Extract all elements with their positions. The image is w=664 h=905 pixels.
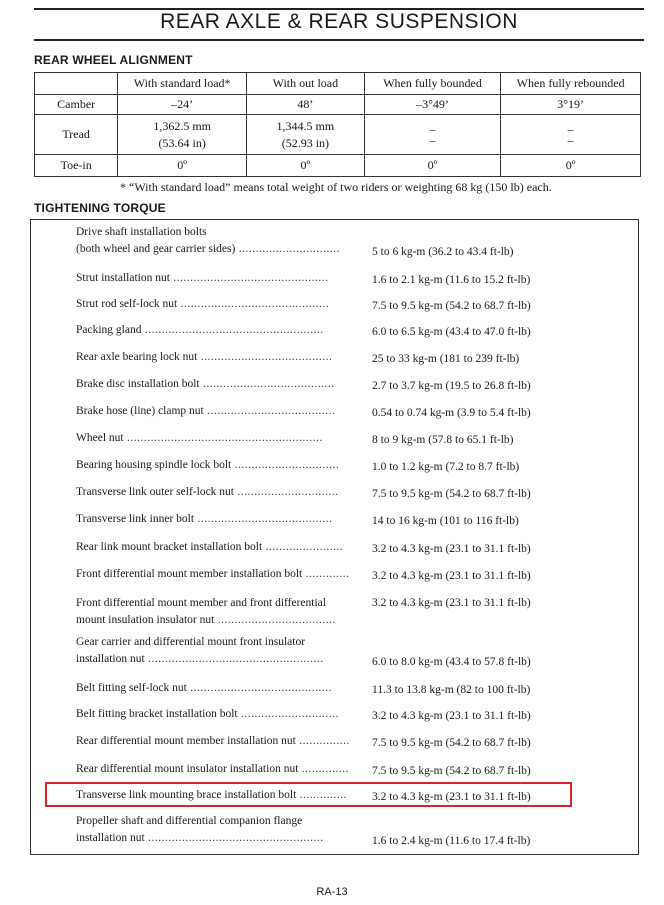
alignment-footnote: * “With standard load” means total weight of two riders or weighting 68 kg (150 lb) each.: [120, 180, 552, 194]
torque-item-label: Brake hose (line) clamp nut ......................................: [76, 405, 336, 417]
alignment-row-label: Camber: [35, 95, 118, 115]
torque-item-label-line2: installation nut ....................................................: [76, 653, 324, 665]
torque-item-label: Propeller shaft and differential companion flange: [76, 815, 303, 827]
alignment-heading: REAR WHEEL ALIGNMENT: [34, 53, 193, 67]
torque-item-value: 3.2 to 4.3 kg-m (23.1 to 31.1 ft-lb): [372, 791, 531, 803]
alignment-cell: – –: [501, 115, 641, 155]
leader-dots: .......................: [262, 541, 344, 553]
alignment-cell: 0º: [364, 155, 501, 177]
torque-item-label: Rear link mount bracket installation bolt .......................: [76, 541, 344, 553]
torque-item-value: 14 to 16 kg-m (101 to 116 ft-lb): [372, 515, 519, 527]
torque-item-value: 7.5 to 9.5 kg-m (54.2 to 68.7 ft-lb): [372, 765, 531, 777]
leader-dots: .......................................: [199, 378, 335, 390]
leader-dots: ....................................................: [144, 653, 324, 665]
leader-dots: ..............................................: [169, 272, 329, 284]
torque-item-value: 1.6 to 2.1 kg-m (11.6 to 15.2 ft-lb): [372, 274, 531, 286]
alignment-row-camber: [35, 95, 641, 115]
leader-dots: ...................................: [214, 614, 336, 626]
alignment-row-label: Tread: [35, 115, 118, 155]
leader-dots: ...............................: [231, 459, 340, 471]
torque-item-label: Drive shaft installation bolts: [76, 226, 207, 238]
page-number: RA-13: [316, 886, 348, 898]
alignment-col-header: When fully bounded: [364, 73, 501, 95]
alignment-cell: 3°19’: [501, 95, 641, 115]
alignment-col-header: When fully rebounded: [501, 73, 641, 95]
torque-item-value: 25 to 33 kg-m (181 to 239 ft-lb): [372, 353, 520, 365]
torque-item-label: Bearing housing spindle lock bolt ...............................: [76, 459, 340, 471]
alignment-col-header: With standard load*: [118, 73, 247, 95]
torque-item-label: Belt fitting self-lock nut ..........................................: [76, 682, 332, 694]
leader-dots: ..............: [296, 789, 347, 801]
torque-item-label: Rear axle bearing lock nut .......................................: [76, 351, 333, 363]
alignment-cell: 48’: [246, 95, 364, 115]
torque-item-value: 7.5 to 9.5 kg-m (54.2 to 68.7 ft-lb): [372, 488, 531, 500]
leader-dots: ..............................: [234, 486, 339, 498]
alignment-row-toe-in: [35, 155, 641, 177]
torque-heading: TIGHTENING TORQUE: [34, 201, 166, 215]
torque-item-value: 7.5 to 9.5 kg-m (54.2 to 68.7 ft-lb): [372, 300, 531, 312]
highlight-box: [45, 782, 572, 807]
alignment-cell: 1,362.5 mm (53.64 in): [118, 115, 247, 155]
torque-item-label: Brake disc installation bolt .......................................: [76, 378, 335, 390]
torque-item-label: Gear carrier and differential mount front insulator: [76, 636, 306, 648]
torque-item-label: Strut installation nut ..............................................: [76, 272, 329, 284]
alignment-cell: 0º: [118, 155, 247, 177]
torque-item-value: 0.54 to 0.74 kg-m (3.9 to 5.4 ft-lb): [372, 407, 531, 419]
leader-dots: .............: [302, 568, 350, 580]
torque-item-label: Front differential mount member installation bolt .............: [76, 568, 350, 580]
torque-item-label-line2: installation nut ....................................................: [76, 832, 324, 844]
leader-dots: ............................................: [177, 298, 330, 310]
leader-dots: .....................................................: [141, 324, 324, 336]
alignment-row-tread: [35, 115, 641, 155]
torque-item-label-line2: mount insulation insulator nut ...................................: [76, 614, 336, 626]
alignment-cell: 0º: [246, 155, 364, 177]
leader-dots: .............................: [237, 708, 339, 720]
torque-item-label: Transverse link inner bolt ........................................: [76, 513, 333, 525]
torque-item-value: 7.5 to 9.5 kg-m (54.2 to 68.7 ft-lb): [372, 737, 531, 749]
torque-item-value: 1.0 to 1.2 kg-m (7.2 to 8.7 ft-lb): [372, 461, 520, 473]
header-bottom-rule: [34, 39, 644, 41]
leader-dots: ........................................: [194, 513, 333, 525]
leader-dots: ..............: [298, 763, 350, 775]
torque-item-value: 1.6 to 2.4 kg-m (11.6 to 17.4 ft-lb): [372, 835, 531, 847]
alignment-row-label: Toe-in: [35, 155, 118, 177]
torque-item-value: 6.0 to 8.0 kg-m (43.4 to 57.8 ft-lb): [372, 656, 531, 668]
torque-item-label: Strut rod self-lock nut ............................................: [76, 298, 330, 310]
torque-item-label-line2: (both wheel and gear carrier sides) ..............................: [76, 243, 340, 255]
alignment-cell: 0º: [501, 155, 641, 177]
torque-item-value: 3.2 to 4.3 kg-m (23.1 to 31.1 ft-lb): [372, 543, 531, 555]
torque-item-value: 3.2 to 4.3 kg-m (23.1 to 31.1 ft-lb): [372, 570, 531, 582]
torque-item-label: Packing gland .....................................................: [76, 324, 324, 336]
alignment-col-header: With out load: [246, 73, 364, 95]
alignment-header-row: [35, 73, 641, 95]
leader-dots: .......................................: [197, 351, 333, 363]
torque-item-label: Front differential mount member and front differential: [76, 597, 326, 609]
torque-item-value: 3.2 to 4.3 kg-m (23.1 to 31.1 ft-lb): [372, 710, 531, 722]
leader-dots: ...............: [295, 735, 350, 747]
torque-item-value: 6.0 to 6.5 kg-m (43.4 to 47.0 ft-lb): [372, 326, 531, 338]
alignment-cell: –24’: [118, 95, 247, 115]
torque-item-value: 2.7 to 3.7 kg-m (19.5 to 26.8 ft-lb): [372, 380, 531, 392]
torque-item-value: 11.3 to 13.8 kg-m (82 to 100 ft-lb): [372, 684, 531, 696]
leader-dots: ......................................: [203, 405, 336, 417]
alignment-cell: – –: [364, 115, 501, 155]
leader-dots: ..............................: [235, 243, 340, 255]
page-title: REAR AXLE & REAR SUSPENSION: [160, 10, 518, 33]
alignment-cell: –3°49’: [364, 95, 501, 115]
leader-dots: ..........................................................: [123, 432, 323, 444]
torque-item-label: Wheel nut ..........................................................: [76, 432, 323, 444]
torque-list-box: [30, 219, 639, 855]
torque-item-label: Rear differential mount insulator installation nut ..............: [76, 763, 350, 775]
alignment-cell: 1,344.5 mm (52.93 in): [246, 115, 364, 155]
torque-item-value: 8 to 9 kg-m (57.8 to 65.1 ft-lb): [372, 434, 514, 446]
leader-dots: ..........................................: [186, 682, 332, 694]
torque-item-label: Transverse link outer self-lock nut ..............................: [76, 486, 339, 498]
leader-dots: ....................................................: [144, 832, 324, 844]
alignment-corner-cell: [35, 73, 118, 95]
torque-item-label: Belt fitting bracket installation bolt .............................: [76, 708, 339, 720]
torque-item-value: 5 to 6 kg-m (36.2 to 43.4 ft-lb): [372, 246, 514, 258]
torque-item-value: 3.2 to 4.3 kg-m (23.1 to 31.1 ft-lb): [372, 597, 531, 609]
torque-item-label: Transverse link mounting brace installation bolt ..............: [76, 789, 347, 801]
alignment-table: [34, 72, 641, 177]
torque-item-label: Rear differential mount member installation nut ...............: [76, 735, 350, 747]
